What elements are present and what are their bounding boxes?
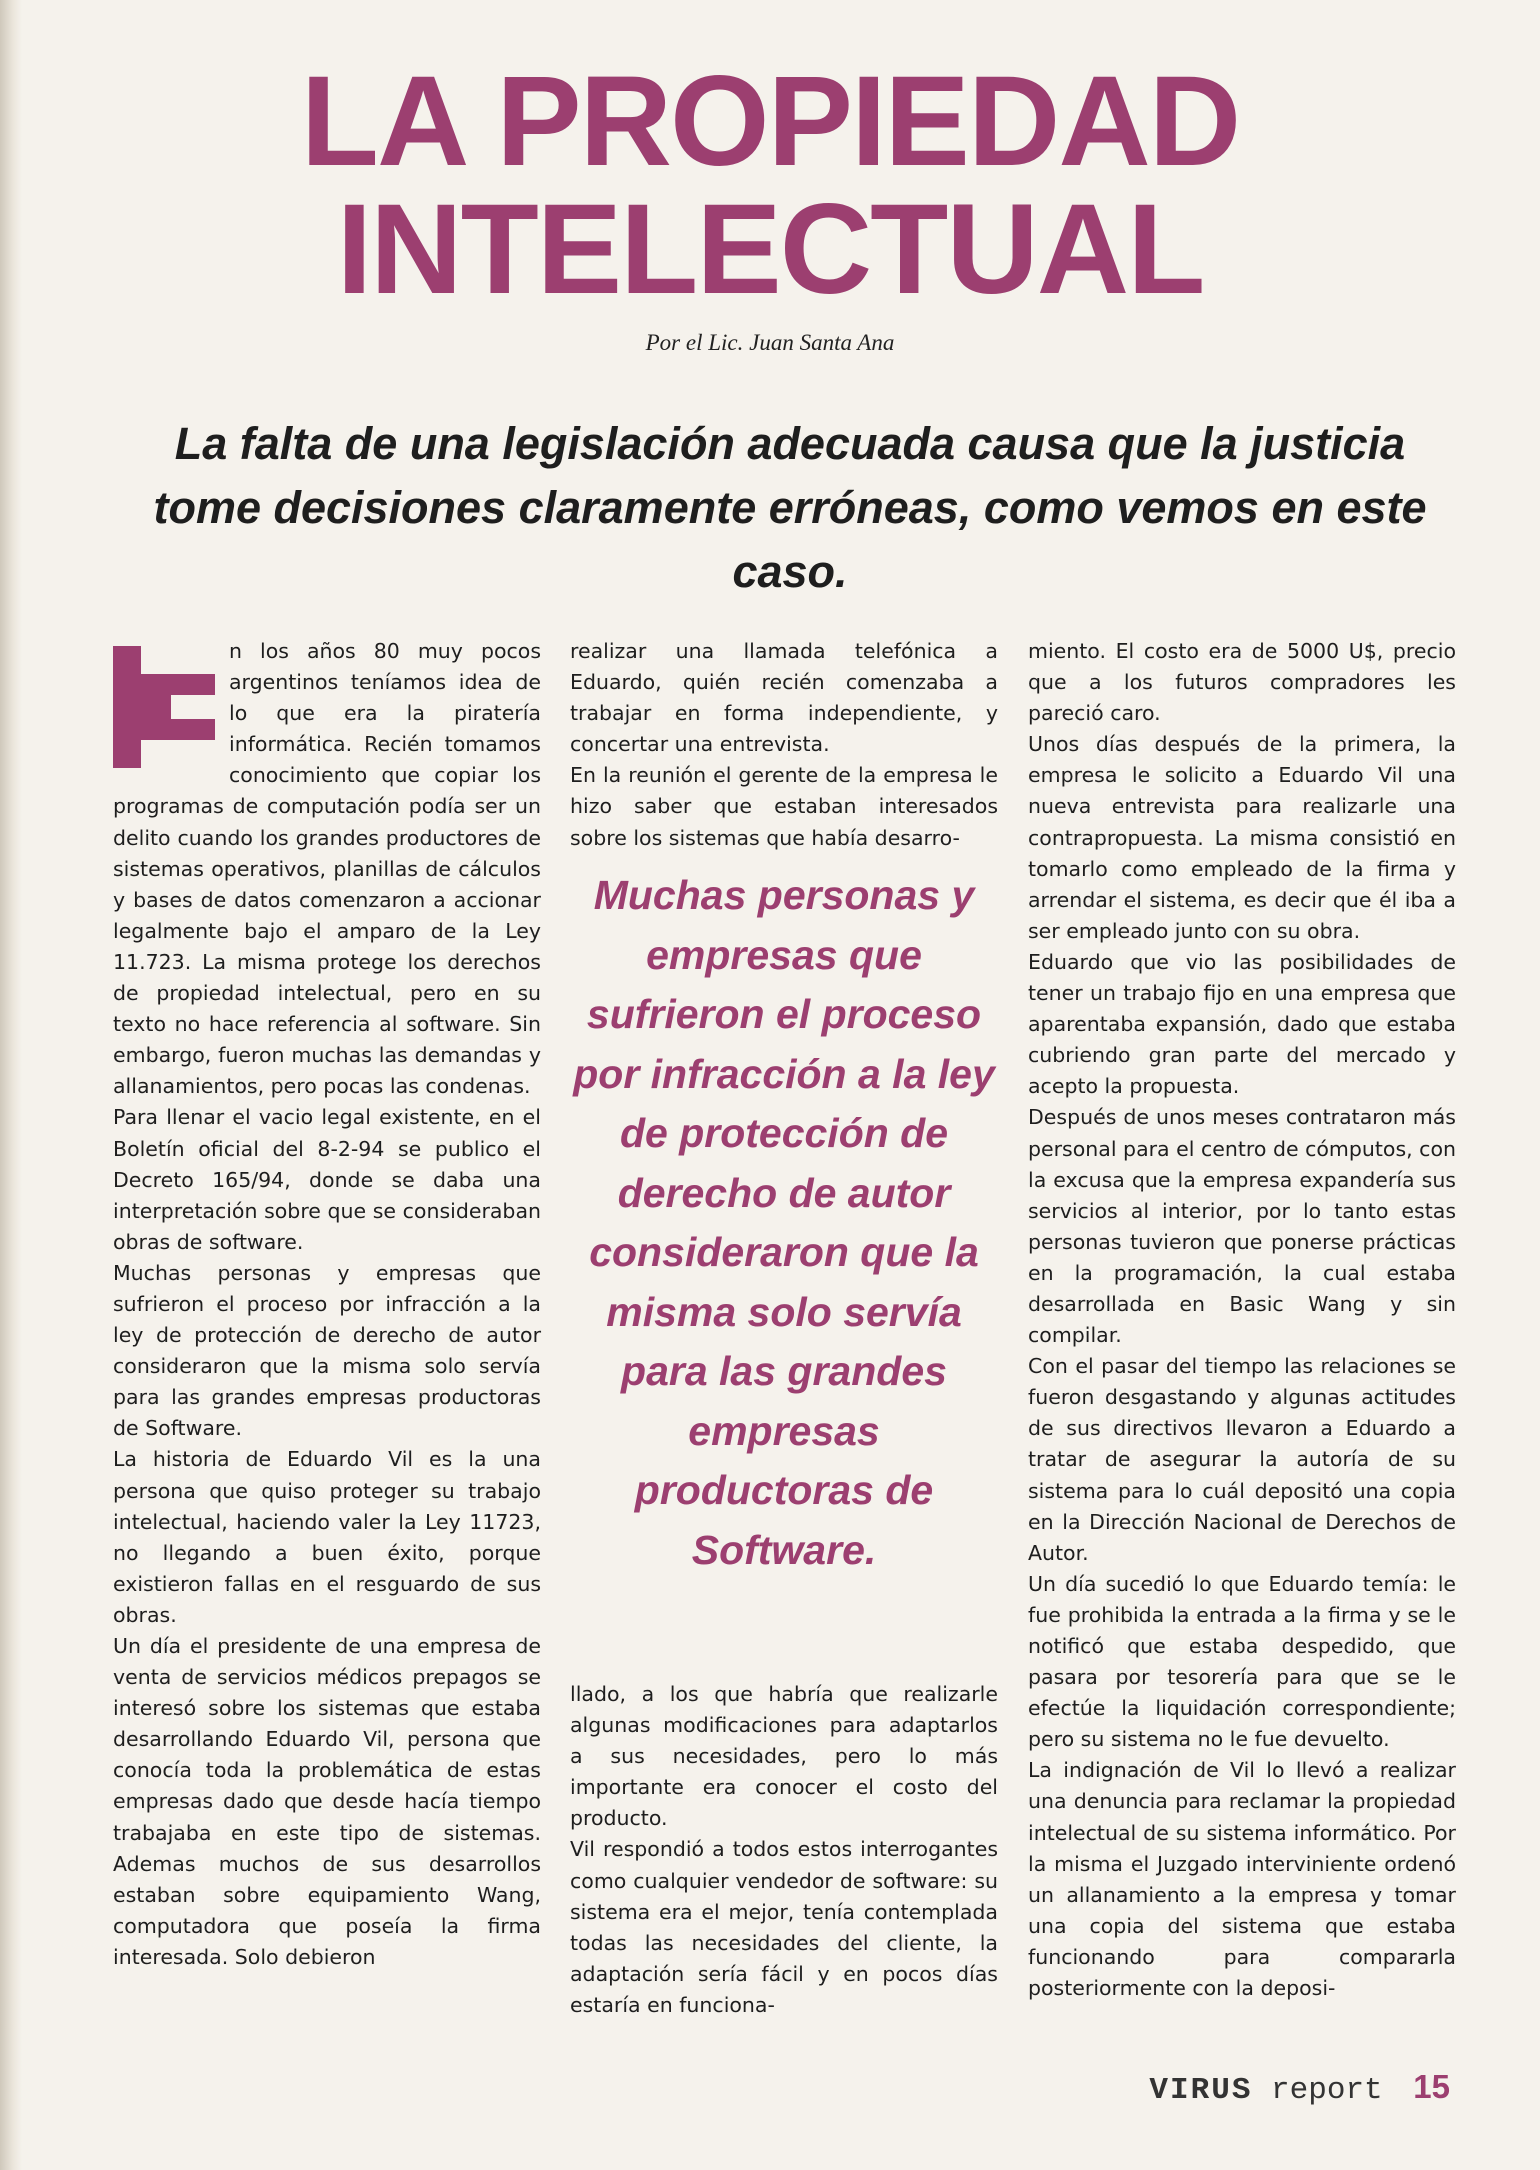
paragraph: llado, a los que habría que realizarle algunas modificaciones para adaptarlos a sus necesidades, pero lo más importante era conocer el costo del producto. [570, 1682, 998, 1831]
pull-quote: Muchas personas y empresas que sufrieron el proceso por infracción a la ley de protección de derecho de autor consideraron que la misma solo servía para las grandes empresas productoras de Software. [573, 872, 995, 1573]
drop-cap-letter [113, 646, 114, 647]
column-2-bottom [570, 1679, 998, 2021]
article-byline: Por el Lic. Juan Santa Ana [645, 330, 895, 355]
section-name: report [1271, 2073, 1383, 2108]
drop-cap-notch [171, 695, 215, 719]
paragraph: Para llenar el vacio legal existente, en el Boletín oficial del 8-2-94 se publico el Decreto 165/94, donde se daba una interpretación sobre que se consideraban obras de software. [113, 1105, 541, 1254]
paragraph: La historia de Eduardo Vil es la una persona que quiso proteger su trabajo intelectual, haciendo valer la Ley 11723, no llegando a buen éxito, porque existieron fallas en el resguardo de sus obras. [113, 1447, 541, 1627]
page-number: 15 [1413, 2068, 1450, 2105]
paragraph: miento. El costo era de 5000 U$, precio que a los futuros compradores les pareció caro. [1028, 639, 1456, 726]
paragraph: Vil respondió a todos estos interrogantes como cualquier vendedor de software: su sistema era el mejor, tenía contemplada todas las necesidades del cliente, la adaptación sería fácil y en pocos días estaría en funciona- [570, 1837, 998, 2017]
drop-cap [113, 646, 215, 768]
column-3 [1028, 636, 1456, 2004]
paragraph: Con el pasar del tiempo las relaciones se fueron desgastando y algunas actitudes de sus directivos llevaron a Eduardo a tratar de asegurar la autoría de su sistema para lo cuál depositó una copia en la Dirección Nacional de Derechos de Autor. [1028, 1354, 1456, 1565]
paragraph: Muchas personas y empresas que sufrieron el proceso por infracción a la ley de protección de derecho de autor consideraron que la misma solo servía para las grandes empresas productoras de Software. [113, 1260, 541, 1441]
paragraph: realizar una llamada telefónica a Eduardo, quién recién comenzaba a trabajar en forma independiente, y concertar una entrevista. [570, 639, 998, 757]
paragraph: Después de unos meses contrataron más personal para el centro de cómputos, con la excusa que la empresa expandería sus servicios al interior, por lo tanto estas personas tuvieron que ponerse prácticas en la programación, la cual estaba desarrollada en Basic Wang y sin compilar. [1028, 1105, 1456, 1348]
paragraph: La indignación de Vil lo llevó a realizar una denuncia para reclamar la propiedad intelectual de su sistema informático. Por la misma el Juzgado interviniente ordenó un allanamiento a la empresa y tomar una copia del sistema que estaba funcionando para compararla posteriormente con la deposi- [1028, 1758, 1456, 2001]
article-title-line-2: INTELECTUAL [336, 178, 1204, 321]
article-title-line-1: LA PROPIEDAD [300, 50, 1240, 193]
page-footer [1100, 2068, 1450, 2108]
paragraph: Un día sucedió lo que Eduardo temía: le fue prohibida la entrada a la firma y se le notificó que estaba despedido, que pasara por tesorería para que se le efectúe la liquidación correspondiente; pero su sistema no le fue devuelto. [1028, 1571, 1456, 1752]
paragraph: Eduardo que vio las posibilidades de tener un trabajo fijo en una empresa que aparentaba expansión, dado que estaba cubriendo gran parte del mercado y acepto la propuesta. [1028, 949, 1456, 1099]
paragraph: En la reunión el gerente de la empresa le hizo saber que estaban interesados sobre los sistemas que había desarro- [570, 763, 998, 850]
page-fold-shadow [0, 0, 22, 2170]
paragraph: n los años 80 muy pocos argentinos teníamos idea de lo que era la piratería informática. Recién tomamos conocimiento que copiar los programas de computación podía ser un delito cuando los grandes productores de sistemas operativos, planillas de cálculos y bases de datos comenzaron a accionar legalmente bajo el amparo de la Ley 11.723. La misma protege los derechos de propiedad intelectual, pero en su texto no hace referencia al software. Sin embargo, fueron muchas las demandas y allanamientos, pero pocas las condenas. [113, 639, 541, 1099]
column-2-top [570, 636, 998, 854]
column-1 [113, 636, 541, 1973]
paragraph: Un día el presidente de una empresa de venta de servicios médicos prepagos se interesó sobre los sistemas que estaba desarrollando Eduardo Vil, persona que conocía toda la problemática de estas empresas dado que desde hacía tiempo trabajaba en este tipo de sistemas. Ademas muchos de sus desarrollos estaban sobre equipamiento Wang, computadora que poseía la firma interesada. Solo debieron [113, 1634, 541, 1969]
paragraph: Unos días después de la primera, la empresa le solicito a Eduardo Vil una nueva entrevista para realizarle una contrapropuesta. La misma consistió en tomarlo como empleado de la firma y arrendar el sistema, es decir que él iba a ser empleado junto con su obra. [1028, 732, 1456, 943]
article-subtitle: La falta de una legislación adecuada causa que la justicia tome decisiones claramente erróneas, como vemos en este caso. [153, 418, 1427, 597]
magazine-name: VIRUS [1149, 2073, 1253, 2108]
